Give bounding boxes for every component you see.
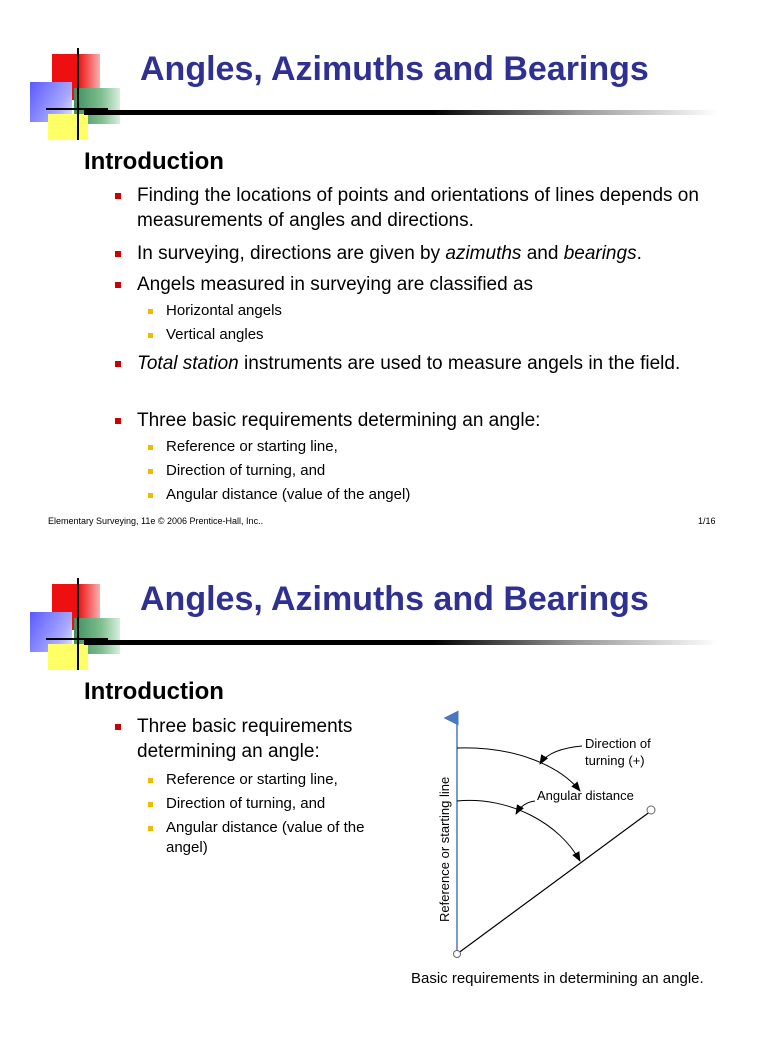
direction-leader [540, 746, 582, 764]
sub-bullet-item: Direction of turning, and [166, 462, 326, 479]
sub-bullet-item: Reference or starting line, [166, 771, 338, 788]
end-point [647, 806, 655, 814]
bullet-item: Total station instruments are used to measure angels in the field. [137, 351, 707, 376]
sub-bullet-item: Direction of turning, and [166, 795, 326, 812]
angle-line [457, 811, 651, 954]
slide-logo [30, 48, 120, 140]
section-heading: Introduction [84, 148, 224, 175]
sub-bullet-item: Reference or starting line, [166, 438, 338, 455]
reference-line-label: Reference or starting line [437, 776, 452, 922]
sub-bullet-item: Horizontal angels [166, 302, 282, 319]
angle-diagram [420, 706, 700, 960]
section-heading: Introduction [84, 678, 224, 705]
angular-distance-label: Angular distance [537, 788, 634, 803]
figure-caption: Basic requirements in determining an angle. [411, 970, 704, 987]
direction-label-line1: Direction of [585, 736, 651, 751]
bullet-item: Three basic requirements determining an angle: [137, 714, 397, 764]
direction-arc [457, 748, 580, 791]
slide-title: Angles, Azimuths and Bearings [140, 50, 649, 88]
sub-bullet-item: Angular distance (value of the angel) [166, 818, 396, 858]
title-divider [84, 640, 718, 645]
direction-label-line2: turning (+) [585, 753, 645, 768]
sub-bullet-item: Vertical angles [166, 326, 264, 343]
sub-bullet-item: Angular distance (value of the angel) [166, 486, 411, 503]
page-number: 1/16 [698, 516, 716, 526]
bullet-item: In surveying, directions are given by azimuths and bearings. [137, 241, 707, 266]
footer-copyright: Elementary Surveying, 11e © 2006 Prentice-Hall, Inc.. [48, 516, 264, 526]
slide-logo [30, 578, 120, 670]
bullet-item: Finding the locations of points and orientations of lines depends on measurements of angles and directions. [137, 183, 707, 233]
bullet-item: Angels measured in surveying are classified as [137, 272, 707, 297]
bullet-item: Three basic requirements determining an angle: [137, 408, 707, 433]
vertex-point [454, 951, 461, 958]
slide-title: Angles, Azimuths and Bearings [140, 580, 649, 618]
title-divider [84, 110, 718, 115]
slide-2 [0, 530, 768, 1042]
angular-leader [516, 801, 535, 814]
